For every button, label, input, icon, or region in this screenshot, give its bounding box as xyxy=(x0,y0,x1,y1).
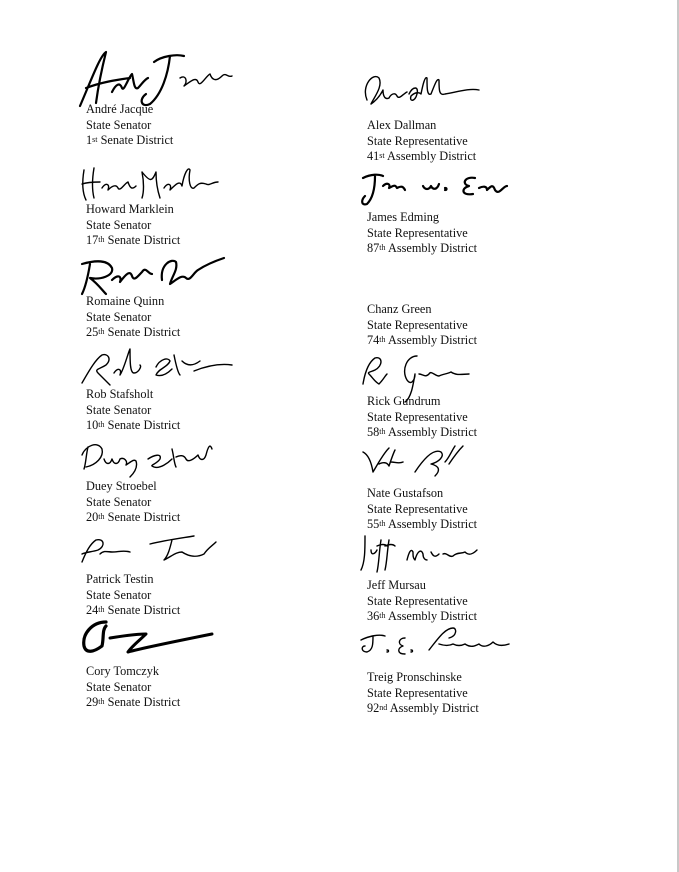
signer-title: State Senator xyxy=(86,309,152,324)
signature-image xyxy=(72,610,242,672)
signer-district: 58th Assembly District xyxy=(367,425,478,439)
signer-district: 29th Senate District xyxy=(86,695,181,709)
signature-image xyxy=(72,518,242,580)
signer-title: State Representative xyxy=(367,133,468,148)
signer-district: 24th Senate District xyxy=(86,603,181,617)
signer-name: Chanz Green xyxy=(367,302,432,316)
signer-name: Rick Gundrum xyxy=(367,394,441,408)
signer-entry xyxy=(367,524,627,623)
signer-name: Howard Marklein xyxy=(86,202,174,216)
signer-district: 36th Assembly District xyxy=(367,609,478,623)
signer-entry xyxy=(367,616,627,715)
signer-entry xyxy=(86,610,346,709)
signer-entry xyxy=(367,248,627,347)
signer-title: State Senator xyxy=(86,402,152,417)
signer-entry xyxy=(86,518,346,617)
signer-district: 10th Senate District xyxy=(86,418,181,432)
signer-title: State Representative xyxy=(367,225,468,240)
signature-image xyxy=(72,333,242,395)
signature-image xyxy=(72,425,242,487)
signer-name: Patrick Testin xyxy=(86,572,154,586)
signature-image xyxy=(353,524,523,586)
signer-district: 92nd Assembly District xyxy=(367,701,479,715)
signer-name: Romaine Quinn xyxy=(86,294,165,308)
signer-entry xyxy=(367,64,627,163)
signer-name: Jeff Mursau xyxy=(367,578,426,592)
signer-district: 25th Senate District xyxy=(86,325,181,339)
signer-district: 55th Assembly District xyxy=(367,517,478,531)
signer-entry xyxy=(86,425,346,524)
signer-title: State Representative xyxy=(367,501,468,516)
signer-name: Rob Stafsholt xyxy=(86,387,154,401)
signature-image xyxy=(353,432,523,494)
signer-entry xyxy=(86,240,346,339)
signer-entry xyxy=(367,156,627,255)
signer-entry xyxy=(367,432,627,531)
signature-image xyxy=(72,48,242,110)
signature-image xyxy=(353,616,523,678)
signer-entry xyxy=(86,48,346,147)
signer-title: State Senator xyxy=(86,494,152,509)
signer-name: Treig Pronschinske xyxy=(367,670,462,684)
signer-entry xyxy=(86,333,346,432)
signer-district: 20th Senate District xyxy=(86,510,181,524)
signer-title: State Senator xyxy=(86,587,152,602)
signer-title: State Senator xyxy=(86,117,152,132)
signature-image xyxy=(353,156,523,218)
signer-name: Nate Gustafson xyxy=(367,486,444,500)
signer-name: Cory Tomczyk xyxy=(86,664,160,678)
signer-district: 87th Assembly District xyxy=(367,241,478,255)
signer-title: State Representative xyxy=(367,317,468,332)
signer-name: James Edming xyxy=(367,210,440,224)
signer-district: 41st Assembly District xyxy=(367,149,477,163)
signer-district: 17th Senate District xyxy=(86,233,181,247)
signer-district: 1st Senate District xyxy=(86,133,174,147)
signer-name: Duey Stroebel xyxy=(86,479,157,493)
signature-image xyxy=(72,148,242,210)
signature-image xyxy=(72,240,242,302)
signer-name: André Jacque xyxy=(86,102,154,116)
signer-title: State Senator xyxy=(86,217,152,232)
signer-title: State Representative xyxy=(367,409,468,424)
signer-title: State Senator xyxy=(86,679,152,694)
signer-name: Alex Dallman xyxy=(367,118,437,132)
signer-title: State Representative xyxy=(367,593,468,608)
signer-title: State Representative xyxy=(367,685,468,700)
signer-entry xyxy=(367,340,627,439)
signer-district: 74th Assembly District xyxy=(367,333,478,347)
signature-image xyxy=(353,340,523,402)
signer-entry xyxy=(86,148,346,247)
signature-image xyxy=(353,64,523,126)
